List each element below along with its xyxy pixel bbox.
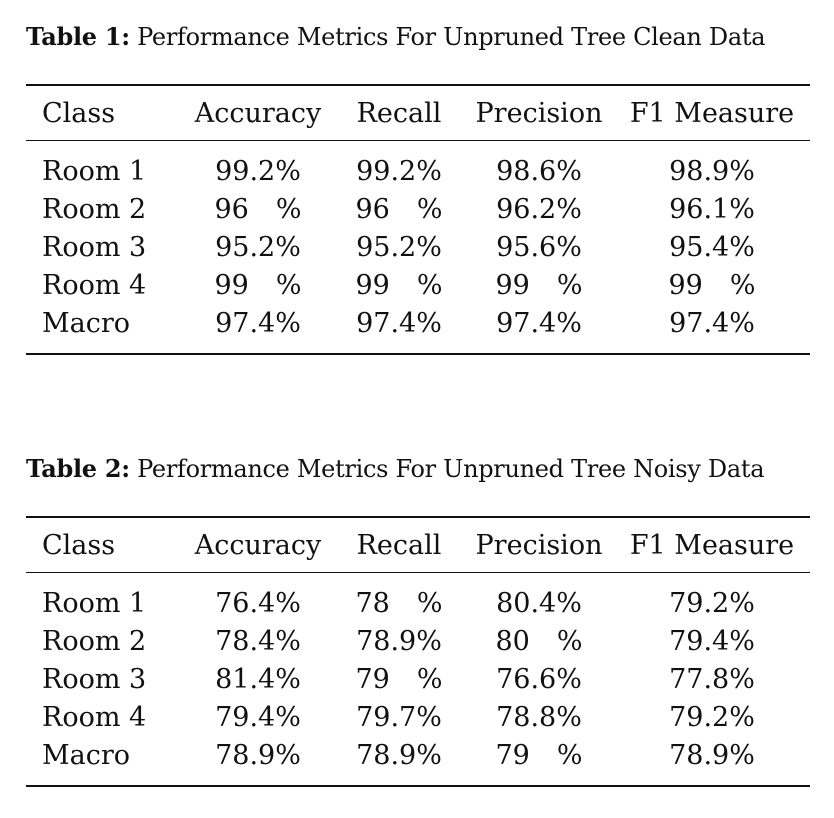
cell-f1: 96.1%: [669, 194, 755, 225]
table-1-caption-label: Table 1:: [26, 22, 130, 51]
cell-recall: 78.9%: [356, 626, 442, 657]
cell-precision: 80 %: [495, 626, 583, 657]
header-recall: Recall: [356, 97, 442, 129]
cell-recall: 95.2%: [356, 232, 442, 263]
table-row: [26, 573, 810, 624]
cell-accuracy: 79.4%: [215, 702, 301, 733]
cell-precision: 97.4%: [496, 308, 582, 339]
cell-accuracy: 78.4%: [215, 626, 301, 657]
table-2-block: [26, 450, 794, 787]
cell-precision: 96.2%: [496, 194, 582, 225]
cell-class: Room 3: [42, 664, 147, 695]
cell-accuracy: 99.2%: [215, 156, 301, 187]
cell-recall: 78.9%: [356, 740, 442, 771]
cell-class: Room 2: [42, 626, 147, 657]
table-row: [26, 737, 810, 786]
cell-class: Macro: [42, 308, 131, 339]
cell-f1: 77.8%: [669, 664, 755, 695]
table-2-caption-text: Performance Metrics For Unpruned Tree Noisy Data: [137, 455, 765, 483]
cell-f1: 99 %: [668, 270, 756, 301]
cell-accuracy: 96 %: [214, 194, 302, 225]
cell-accuracy: 99 %: [214, 270, 302, 301]
cell-f1: 79.2%: [669, 588, 755, 619]
table-row: [26, 305, 810, 354]
table-2-caption: [26, 450, 794, 488]
cell-precision: 76.6%: [496, 664, 582, 695]
cell-accuracy: 97.4%: [215, 308, 301, 339]
cell-precision: 99 %: [495, 270, 583, 301]
table-row: [26, 661, 810, 699]
cell-class: Room 2: [42, 194, 147, 225]
table-row: [26, 623, 810, 661]
table-1-block: [26, 18, 794, 355]
table-row: [26, 191, 810, 229]
table-row: [26, 141, 810, 192]
header-precision: Precision: [475, 97, 603, 129]
cell-accuracy: 95.2%: [215, 232, 301, 263]
table-2: [26, 516, 810, 787]
table-1-caption: [26, 18, 794, 56]
header-class: Class: [42, 97, 116, 129]
cell-recall: 79.7%: [356, 702, 442, 733]
cell-precision: 80.4%: [496, 588, 582, 619]
cell-f1: 79.2%: [669, 702, 755, 733]
cell-recall: 79 %: [355, 664, 443, 695]
table-1: [26, 84, 810, 355]
cell-recall: 96 %: [355, 194, 443, 225]
cell-accuracy: 78.9%: [215, 740, 301, 771]
cell-precision: 78.8%: [496, 702, 582, 733]
header-accuracy: Accuracy: [194, 529, 322, 561]
header-f1-measure: F1 Measure: [629, 97, 795, 129]
cell-recall: 99.2%: [356, 156, 442, 187]
cell-class: Room 1: [42, 156, 147, 187]
table-1-header-row: [26, 85, 810, 141]
cell-class: Room 3: [42, 232, 147, 263]
table-row: [26, 699, 810, 737]
cell-class: Macro: [42, 740, 131, 771]
cell-accuracy: 76.4%: [215, 588, 301, 619]
cell-f1: 97.4%: [669, 308, 755, 339]
cell-class: Room 4: [42, 702, 147, 733]
header-precision: Precision: [475, 529, 603, 561]
table-row: [26, 229, 810, 267]
cell-f1: 79.4%: [669, 626, 755, 657]
cell-f1: 95.4%: [669, 232, 755, 263]
table-2-caption-label: Table 2:: [26, 454, 130, 483]
cell-precision: 98.6%: [496, 156, 582, 187]
cell-class: Room 1: [42, 588, 147, 619]
table-row: [26, 267, 810, 305]
cell-class: Room 4: [42, 270, 147, 301]
cell-precision: 95.6%: [496, 232, 582, 263]
header-class: Class: [42, 529, 116, 561]
header-f1-measure: F1 Measure: [629, 529, 795, 561]
cell-f1: 78.9%: [669, 740, 755, 771]
header-accuracy: Accuracy: [194, 97, 322, 129]
cell-recall: 78 %: [355, 588, 443, 619]
cell-precision: 79 %: [495, 740, 583, 771]
table-1-caption-text: Performance Metrics For Unpruned Tree Clean Data: [137, 23, 766, 51]
cell-f1: 98.9%: [669, 156, 755, 187]
cell-accuracy: 81.4%: [215, 664, 301, 695]
cell-recall: 97.4%: [356, 308, 442, 339]
header-recall: Recall: [356, 529, 442, 561]
cell-recall: 99 %: [355, 270, 443, 301]
table-2-header-row: [26, 517, 810, 573]
